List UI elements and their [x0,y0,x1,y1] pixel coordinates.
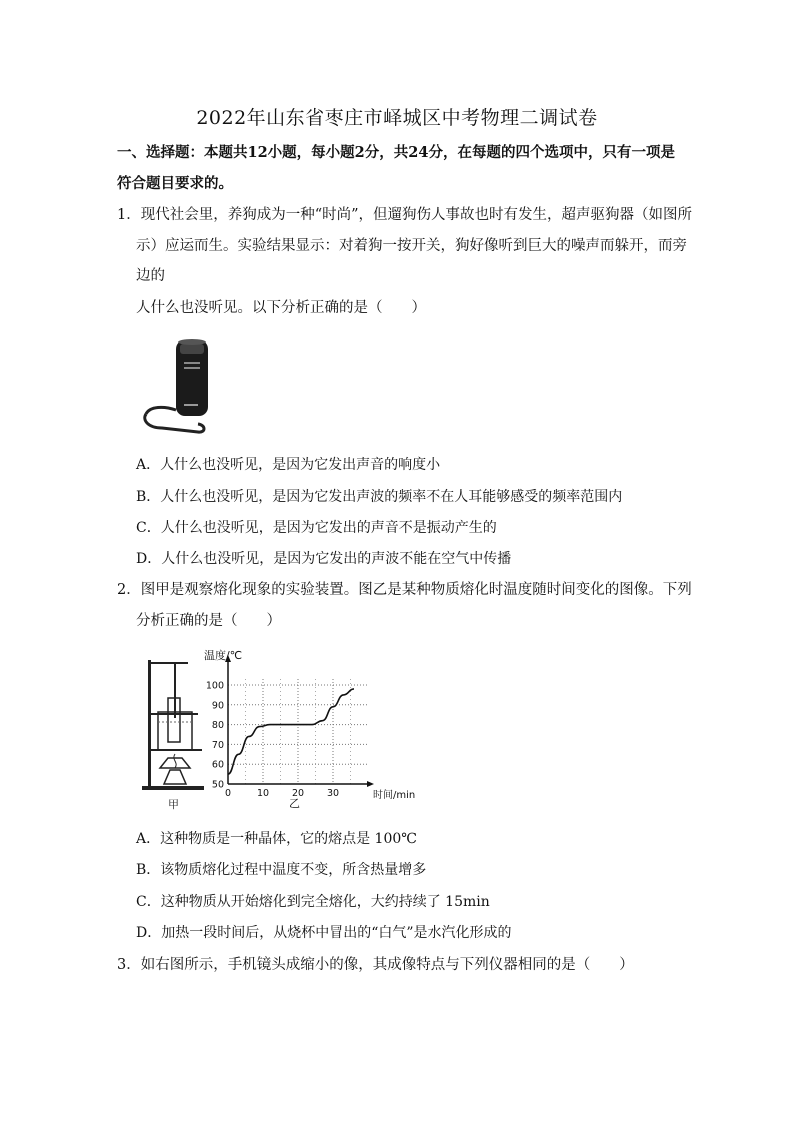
x-tick-label: 20 [291,788,305,799]
q1-option-c: C．人什么也没听见，是因为它发出的声音不是振动产生的 [136,520,497,536]
fig-yi-label: 乙 [289,797,300,810]
x-axis-arrow [367,781,374,787]
x-tick-label: 10 [256,788,270,799]
y-tick-label: 90 [211,700,224,712]
x-axis-label: 时间/min [373,790,416,801]
q3-stem-line1: 3．如右图所示，手机镜头成缩小的像，其成像特点与下列仪器相同的是（ ） [117,957,634,973]
q2-option-a: A．这种物质是一种晶体，它的熔点是 100℃ [136,831,417,847]
fig-jia-label: 甲 [168,798,179,811]
q1-stem-line3: 边的 [136,268,165,284]
dog-repeller-image [140,336,220,436]
section-heading-line2: 符合题目要求的。 [117,175,233,192]
x-tick-label: 30 [326,788,340,799]
q1-option-b: B．人什么也没听见，是因为它发出声波的频率不在人耳能够感受的频率范围内 [136,489,623,505]
q1-option-d: D．人什么也没听见，是因为它发出的声波不能在空气中传播 [136,551,512,567]
q1-stem-line4: 人什么也没听见。以下分析正确的是（ ） [136,300,426,316]
q2-stem-line1: 2．图甲是观察熔化现象的实验装置。图乙是某种物质熔化时温度随时间变化的图像。下列 [117,582,692,598]
y-tick-label: 50 [211,779,224,791]
x-tick-label: 0 [224,788,232,799]
y-tick-label: 80 [211,720,224,732]
q2-option-c: C．这种物质从开始熔化到完全熔化，大约持续了 15min [136,894,490,910]
q1-option-a: A．人什么也没听见，是因为它发出声音的响度小 [136,457,441,473]
q2-stem-line2: 分析正确的是（ ） [136,613,281,629]
section-heading-line1: 一、选择题：本题共12小题，每小题2分，共24分，在每题的四个选项中，只有一项是 [117,144,675,161]
q2-option-d: D．加热一段时间后，从烧杯中冒出的“白气”是水汽化形成的 [136,925,512,941]
y-axis-label: 温度/℃ [204,649,243,662]
temperature-time-chart [198,645,428,820]
q1-stem-line2: 示）应运而生。实验结果显示：对着狗一按开关，狗好像听到巨大的噪声而躲开，而旁 [136,238,687,254]
page-title: 2022年山东省枣庄市峄城区中考物理二调试卷 [196,107,598,129]
chart-gridlines [228,679,368,784]
y-tick-label: 100 [205,680,224,692]
temperature-curve [228,689,354,774]
y-tick-label: 60 [211,759,224,771]
q2-option-b: B．该物质熔化过程中温度不变，所含热量增多 [136,862,427,878]
q1-stem-line1: 1．现代社会里，养狗成为一种“时尚”，但遛狗伤人事故也时有发生，超声驱狗器（如图所 [117,207,693,223]
y-tick-label: 70 [211,739,224,751]
